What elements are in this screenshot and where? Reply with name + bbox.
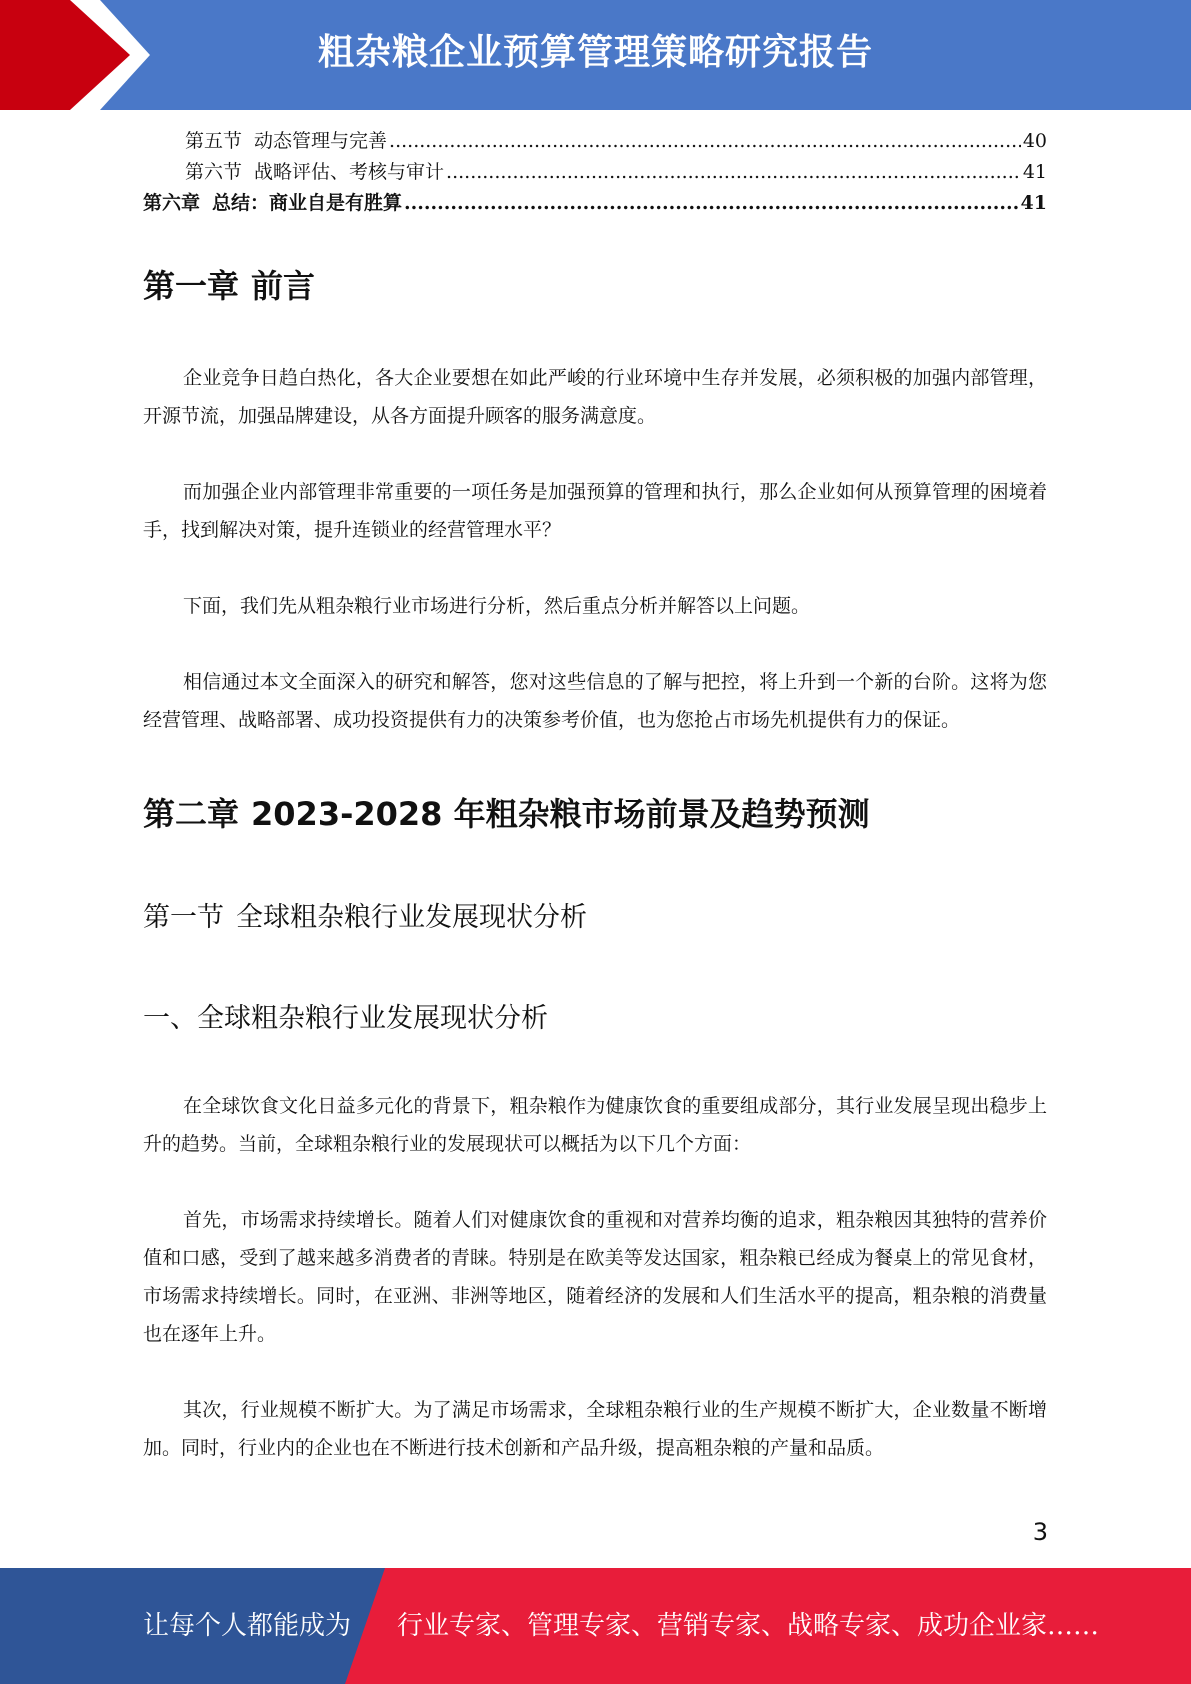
chapter-title: 2023-2028 年粗杂粮市场前景及趋势预测 (251, 795, 870, 833)
footer-slogan-left: 让每个人都能成为 (143, 1611, 352, 1641)
page-number: 3 (1032, 1518, 1048, 1546)
paragraph: 下面，我们先从粗杂粮行业市场进行分析，然后重点分析并解答以上问题。 (183, 595, 811, 617)
chapter-heading (143, 789, 1047, 835)
toc-page: 41 (1022, 161, 1047, 183)
chapter-title: 前言 (251, 267, 316, 305)
paragraph: 在全球饮食文化日益多元化的背景下，粗杂粮作为健康饮食的重要组成部分，其行业发展呈现出稳步上升的趋势。当前，全球粗杂粮行业的发展现状可以概括为以下几个方面： (143, 1095, 1047, 1155)
page-footer (0, 1568, 1191, 1684)
toc-chapter: 第六节 (185, 161, 243, 183)
toc-entry[interactable] (143, 157, 1047, 188)
toc-leader (389, 126, 1021, 157)
toc-chapter: 第五节 (185, 130, 243, 152)
header-title: 粗杂粮企业预算管理策略研究报告 (317, 32, 873, 73)
toc-title: 总结：商业自是有胜算 (212, 192, 403, 214)
toc-leader (404, 188, 1019, 219)
toc-leader (446, 157, 1021, 188)
page-content (143, 110, 1047, 1467)
chapter-number: 第二章 (143, 795, 240, 833)
paragraph: 相信通过本文全面深入的研究和解答，您对这些信息的了解与把控，将上升到一个新的台阶。这将为您经营管理、战略部署、成功投资提供有力的决策参考价值，也为您抢占市场先机提供有力的保证。 (143, 671, 1047, 731)
section-title: 全球粗杂粮行业发展现状分析 (236, 902, 587, 933)
toc-page: 41 (1020, 192, 1047, 214)
paragraph: 其次，行业规模不断扩大。为了满足市场需求，全球粗杂粮行业的生产规模不断扩大，企业数量不断增加。同时，行业内的企业也在不断进行技术创新和产品升级，提高粗杂粮的产量和品质。 (143, 1399, 1047, 1459)
toc-entry[interactable] (143, 126, 1047, 157)
toc-title: 战略评估、考核与审计 (254, 161, 445, 183)
paragraph: 而加强企业内部管理非常重要的一项任务是加强预算的管理和执行，那么企业如何从预算管理的困境着手，找到解决对策，提升连锁业的经营管理水平？ (143, 481, 1047, 541)
paragraph: 首先，市场需求持续增长。随着人们对健康饮食的重视和对营养均衡的追求，粗杂粮因其独特的营养价值和口感，受到了越来越多消费者的青睐。特别是在欧美等发达国家，粗杂粮已经成为餐桌上的常见食材，市场需求持续增长。同时，在亚洲、非洲等地区，随着经济的发展和人们生活水平的提高，粗杂粮的消费量也在逐年上升。 (143, 1209, 1047, 1345)
section-number: 第一节 (143, 902, 224, 933)
toc-title: 动态管理与完善 (254, 130, 388, 152)
footer-slogan-right: 行业专家、管理专家、营销专家、战略专家、成功企业家…… (397, 1611, 1100, 1641)
subsection-heading: 一、全球粗杂粮行业发展现状分析 (143, 1003, 548, 1034)
chapter-number: 第一章 (143, 267, 240, 305)
toc-page: 40 (1022, 130, 1047, 152)
toc-entry[interactable] (143, 188, 1047, 219)
page-header (0, 0, 1191, 110)
paragraph: 企业竞争日趋白热化，各大企业要想在如此严峻的行业环境中生存并发展，必须积极的加强内部管理，开源节流，加强品牌建设，从各方面提升顾客的服务满意度。 (143, 367, 1047, 427)
section-heading (143, 895, 1047, 934)
chapter-heading (143, 261, 1047, 307)
toc-chapter: 第六章 (143, 192, 201, 214)
